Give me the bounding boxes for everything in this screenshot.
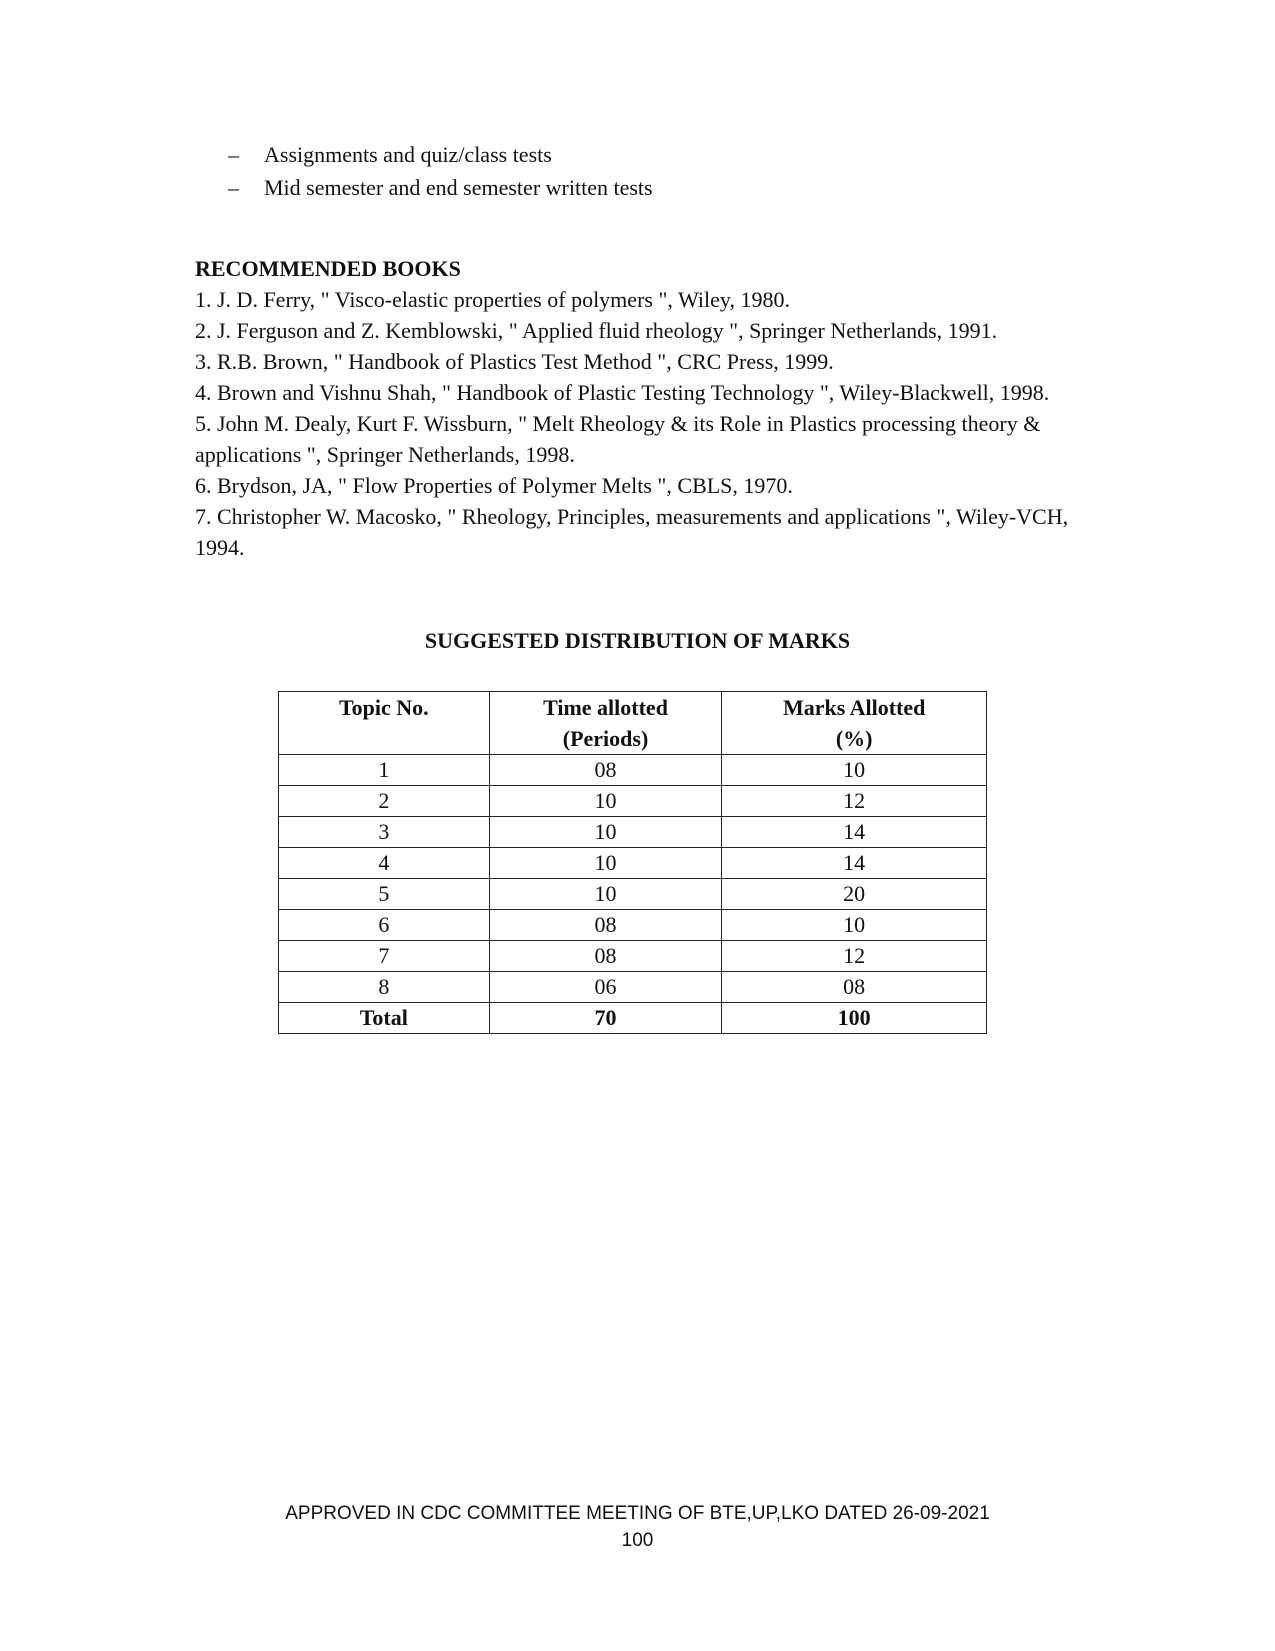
header-text: Time allotted	[543, 695, 668, 720]
assessment-list	[228, 138, 653, 204]
list-item-text: Mid semester and end semester written tests	[264, 175, 653, 200]
table-cell: 6	[279, 910, 490, 941]
table-cell: 12	[722, 941, 987, 972]
header-text: Marks Allotted	[782, 695, 926, 720]
table-cell: 7	[279, 941, 490, 972]
table-cell: 5	[279, 879, 490, 910]
approval-note: APPROVED IN CDC COMMITTEE MEETING OF BTE,UP,LKO DATED 26-09-2021	[285, 1503, 990, 1524]
table-cell: 10	[722, 910, 987, 941]
page-number: 100	[621, 1530, 654, 1551]
header-text: Topic No.	[339, 695, 429, 720]
table-row	[279, 910, 987, 941]
table-cell: 14	[722, 848, 987, 879]
book-reference: 5. John M. Dealy, Kurt F. Wissburn, " Melt Rheology & its Role in Plastics processing theory & applications ", Springer Netherlands, 1998.	[195, 411, 1041, 467]
book-reference: 7. Christopher W. Macosko, " Rheology, Principles, measurements and applications ", Wiley-VCH, 1994.	[195, 504, 1069, 560]
table-cell: 10	[722, 755, 987, 786]
table-cell: 08	[489, 910, 722, 941]
table-header-row	[279, 692, 987, 755]
table-cell: 08	[489, 755, 722, 786]
table-row	[279, 941, 987, 972]
book-reference: 1. J. D. Ferry, " Visco-elastic properties of polymers ", Wiley, 1980.	[195, 287, 790, 312]
total-time-cell: 70	[489, 1003, 722, 1034]
table-cell: 14	[722, 817, 987, 848]
table-cell: 1	[279, 755, 490, 786]
book-reference: 3. R.B. Brown, " Handbook of Plastics Test Method ", CRC Press, 1999.	[195, 349, 834, 374]
table-row	[279, 817, 987, 848]
table-row	[279, 972, 987, 1003]
table-cell: 12	[722, 786, 987, 817]
header-text: (%)	[835, 726, 873, 751]
table-cell: 10	[489, 817, 722, 848]
table-cell: 8	[279, 972, 490, 1003]
book-reference: 6. Brydson, JA, " Flow Properties of Polymer Melts ", CBLS, 1970.	[195, 473, 793, 498]
column-header-time	[489, 692, 722, 755]
table-row	[279, 755, 987, 786]
header-text: (Periods)	[562, 726, 649, 751]
section-heading: RECOMMENDED BOOKS	[195, 256, 461, 281]
page-footer	[0, 1500, 1275, 1554]
total-marks-cell: 100	[722, 1003, 987, 1034]
list-item	[228, 171, 653, 204]
table-row	[279, 848, 987, 879]
table-cell: 08	[722, 972, 987, 1003]
table-cell: 20	[722, 879, 987, 910]
bullet-marker: –	[228, 142, 239, 167]
table-row	[279, 879, 987, 910]
table-cell: 3	[279, 817, 490, 848]
table-cell: 2	[279, 786, 490, 817]
table-cell: 08	[489, 941, 722, 972]
table-row	[279, 786, 987, 817]
table-cell: 10	[489, 879, 722, 910]
table-total-row	[279, 1003, 987, 1034]
recommended-books-section	[195, 253, 1085, 563]
table-cell: 06	[489, 972, 722, 1003]
column-header-marks	[722, 692, 987, 755]
list-item-text: Assignments and quiz/class tests	[264, 142, 552, 167]
total-label-cell: Total	[279, 1003, 490, 1034]
book-reference: 4. Brown and Vishnu Shah, " Handbook of Plastic Testing Technology ", Wiley-Blackwell, 1998.	[195, 380, 1050, 405]
table-cell: 10	[489, 786, 722, 817]
bullet-marker: –	[228, 175, 239, 200]
section-heading: SUGGESTED DISTRIBUTION OF MARKS	[424, 628, 851, 653]
book-reference: 2. J. Ferguson and Z. Kemblowski, " Applied fluid rheology ", Springer Netherlands, 1991.	[195, 318, 998, 343]
marks-distribution-table	[278, 691, 987, 1034]
table-cell: 10	[489, 848, 722, 879]
list-item	[228, 138, 653, 171]
column-header-topic	[279, 692, 490, 755]
table-cell: 4	[279, 848, 490, 879]
